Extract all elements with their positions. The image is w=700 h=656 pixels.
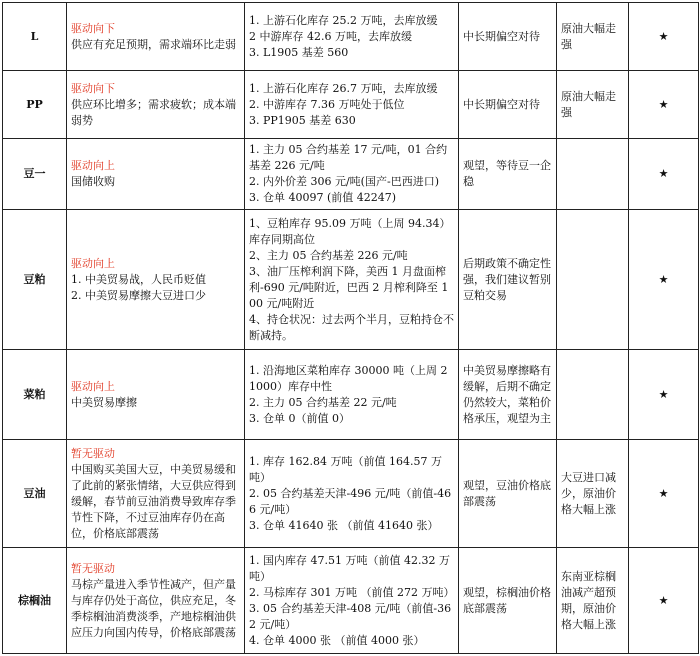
data-line: 3. 仓单 0（前值 0） xyxy=(249,411,350,425)
driver-cell xyxy=(67,71,245,139)
data-cell xyxy=(245,3,459,71)
data-cell xyxy=(245,139,459,210)
data-line: 1. 沿海地区菜粕库存 30000 吨（上周 21000）库存中性 xyxy=(249,363,448,393)
commodity-name: 豆粕 xyxy=(3,210,67,350)
data-line: 2. 主力 05 合约基差 22 元/吨 xyxy=(249,395,397,409)
commodity-name: L xyxy=(3,3,67,71)
factor-cell: 东南亚棕榈油减产超预期，原油价格大幅上涨 xyxy=(557,548,629,654)
data-line: 1. 上游石化库存 25.2 万吨，去库放缓 xyxy=(249,13,438,27)
view-cell: 观望，豆油价格底部震荡 xyxy=(459,440,557,548)
driver-text: 中国购买美国大豆，中美贸易缓和了此前的紧张情绪，大豆供应得到缓解，春节前豆油消费导致库存季节性下降，不过豆油库存仍在高位，价格底部震荡 xyxy=(71,462,236,540)
data-line: 4、持仓状况：过去两个半月，豆粕持仓不断减持。 xyxy=(249,312,454,342)
data-line: 2. 中游库存 7.36 万吨处于低位 xyxy=(249,97,405,111)
star-rating: ★ xyxy=(629,350,699,440)
data-cell xyxy=(245,548,459,654)
data-cell xyxy=(245,71,459,139)
factor-cell: 原油大幅走强 xyxy=(557,3,629,71)
driver-direction: 驱动向下 xyxy=(71,81,115,95)
commodity-name: 棕榈油 xyxy=(3,548,67,654)
data-line: 1. 库存 162.84 万吨（前值 164.57 万吨） xyxy=(249,454,442,484)
table-row xyxy=(3,3,699,71)
commodity-name: 豆油 xyxy=(3,440,67,548)
driver-cell xyxy=(67,139,245,210)
star-rating: ★ xyxy=(629,71,699,139)
factor-cell xyxy=(557,210,629,350)
table-row xyxy=(3,440,699,548)
driver-direction: 驱动向上 xyxy=(71,379,115,393)
driver-text: 中美贸易摩擦 xyxy=(71,395,137,409)
data-line: 3. 05 合约基差天津-408 元/吨（前值-362 元/吨） xyxy=(249,601,452,631)
factor-cell: 原油大幅走强 xyxy=(557,71,629,139)
data-line: 2. 内外价差 306 元/吨(国产-巴西进口) xyxy=(249,175,439,188)
driver-text: 马棕产量进入季节性减产，但产量与库存仍处于高位，供应充足，冬季棕榈油消费淡季，产地棕榈油供应压力向国内传导，价格底部震荡 xyxy=(71,577,236,639)
driver-direction: 驱动向上 xyxy=(71,159,115,172)
driver-cell xyxy=(67,210,245,350)
driver-cell xyxy=(67,350,245,440)
data-line: 1. 主力 05 合约基差 17 元/吨，01 合约基差 226 元/吨 xyxy=(249,143,448,172)
view-cell: 中长期偏空对待 xyxy=(459,71,557,139)
data-line: 1. 国内库存 47.51 万吨（前值 42.32 万吨） xyxy=(249,553,450,583)
table-row xyxy=(3,71,699,139)
data-line: 2、主力 05 合约基差 226 元/吨 xyxy=(249,248,408,262)
data-line: 4. 仓单 4000 张 （前值 4000 张） xyxy=(249,633,425,647)
data-line: 3. 仓单 41640 张 （前值 41640 张） xyxy=(249,518,439,532)
data-cell xyxy=(245,350,459,440)
driver-text: 供应有充足预期，需求端环比走弱 xyxy=(71,37,236,51)
data-line: 1. 上游石化库存 26.7 万吨，去库放缓 xyxy=(249,81,438,95)
star-rating: ★ xyxy=(629,210,699,350)
driver-text: 1. 中美贸易战，人民币贬值 xyxy=(71,272,206,286)
table-row xyxy=(3,210,699,350)
commodity-name: PP xyxy=(3,71,67,139)
driver-text: 国储收购 xyxy=(71,175,115,188)
driver-direction: 暂无驱动 xyxy=(71,561,115,575)
star-rating: ★ xyxy=(629,3,699,71)
data-line: 3. PP1905 基差 630 xyxy=(249,113,356,127)
view-cell: 中美贸易摩擦略有缓解，后期不确定仍然较大，菜粕价格承压，观望为主 xyxy=(459,350,557,440)
star-rating: ★ xyxy=(629,139,699,210)
driver-direction: 驱动向上 xyxy=(71,256,115,270)
driver-cell xyxy=(67,548,245,654)
commodity-name: 菜粕 xyxy=(3,350,67,440)
table-row xyxy=(3,548,699,654)
view-cell: 后期政策不确定性强，我们建议暂别豆粕交易 xyxy=(459,210,557,350)
driver-cell xyxy=(67,440,245,548)
commodity-name: 豆一 xyxy=(3,139,67,210)
driver-direction: 暂无驱动 xyxy=(71,446,115,460)
driver-text: 2. 中美贸易摩擦大豆进口少 xyxy=(71,288,206,302)
data-line: 2. 马棕库存 301 万吨 （前值 272 万吨） xyxy=(249,585,455,599)
data-line: 3. 仓单 40097 (前值 42247) xyxy=(249,191,397,204)
driver-text: 供应环比增多；需求疲软；成本端弱势 xyxy=(71,97,236,127)
star-rating: ★ xyxy=(629,440,699,548)
data-line: 1、豆粕库存 95.09 万吨（上周 94.34）库存同期高位 xyxy=(249,216,451,246)
table-body xyxy=(3,3,699,654)
view-cell: 中长期偏空对待 xyxy=(459,3,557,71)
data-cell xyxy=(245,440,459,548)
driver-cell xyxy=(67,3,245,71)
table-row xyxy=(3,350,699,440)
factor-cell xyxy=(557,139,629,210)
factor-cell: 大豆进口减少，原油价格大幅上涨 xyxy=(557,440,629,548)
view-cell: 观望，棕榈油价格底部震荡 xyxy=(459,548,557,654)
data-line: 3、油厂压榨利润下降，美西 1 月盘面榨利-690 元/吨附近，巴西 2 月榨利降至 100 元/吨附近 xyxy=(249,264,449,310)
view-cell: 观望，等待豆一企稳 xyxy=(459,139,557,210)
table-row xyxy=(3,139,699,210)
data-line: 2 中游库存 42.6 万吨，去库放缓 xyxy=(249,29,412,43)
data-line: 3. L1905 基差 560 xyxy=(249,45,349,59)
factor-cell xyxy=(557,350,629,440)
driver-direction: 驱动向下 xyxy=(71,21,115,35)
data-line: 2. 05 合约基差天津-496 元/吨（前值-466 元/吨） xyxy=(249,486,452,516)
star-rating: ★ xyxy=(629,548,699,654)
data-cell xyxy=(245,210,459,350)
commodity-table xyxy=(2,2,699,654)
